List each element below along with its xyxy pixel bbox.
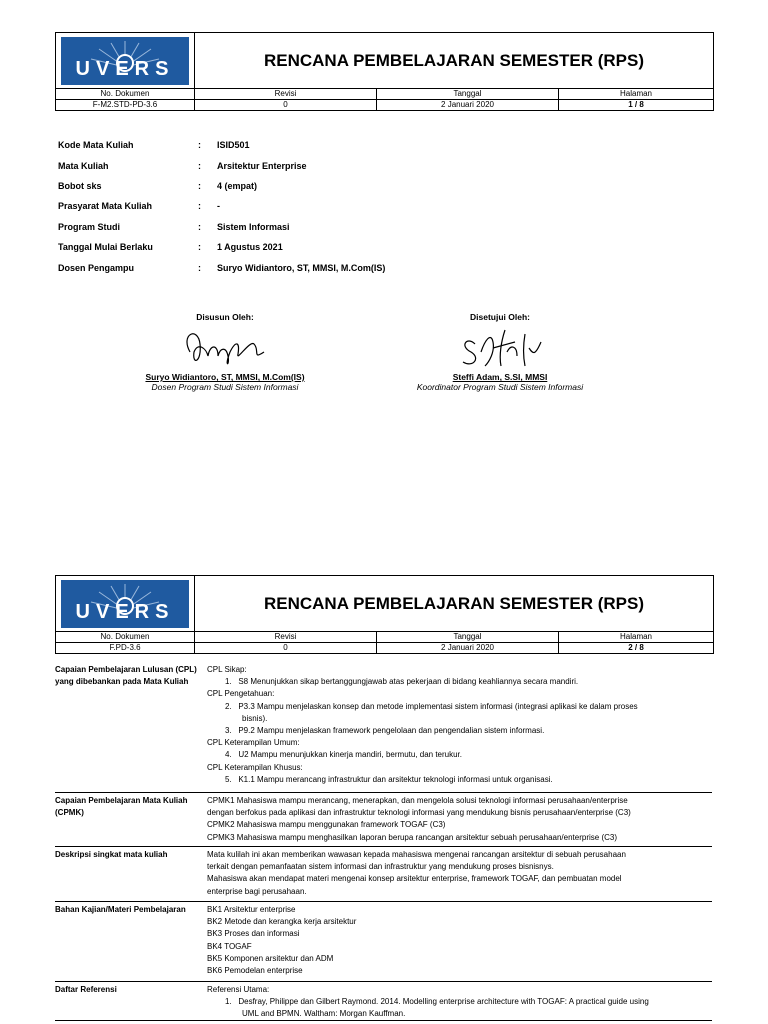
section-content: Referensi Utama: 1. Desfray, Philippe dan Gilbert Raymond. 2014. Modelling enterprise architecture with TOGAF: A practical guide using UML and BPMN. Waltham: Morgan Kauffman. [207, 985, 649, 1019]
section-cpl [55, 662, 712, 786]
value-no-dokumen: F.PD-3.6 [56, 643, 195, 653]
signature-drawing [170, 322, 280, 370]
value-no-dokumen: F-M2.STD-PD-3.6 [56, 100, 195, 110]
svg-text:UVERS: UVERS [75, 600, 175, 623]
label-no-dokumen: No. Dokumen [56, 632, 195, 642]
value-halaman: 2 / 8 [628, 643, 644, 652]
section-label: Deskripsi singkat mata kuliah [55, 850, 168, 859]
label-revisi: Revisi [195, 632, 377, 642]
value-tanggal: 2 Januari 2020 [377, 643, 559, 653]
course-info [58, 135, 385, 278]
value-revisi: 0 [195, 643, 377, 653]
info-row: Tanggal Mulai Berlaku : 1 Agustus 2021 [58, 242, 283, 253]
section-bahan-kajian [55, 901, 712, 977]
section-content: BK1 Arsitektur enterprise BK2 Metode dan kerangka kerja arsitektur BK3 Proses dan informasi BK4 TOGAF BK5 Komponen arsitektur dan ADM BK6 Pemodelan enterprise [207, 905, 357, 976]
svg-text:UVERS: UVERS [75, 57, 175, 80]
value-revisi: 0 [195, 100, 377, 110]
label-tanggal: Tanggal [377, 89, 559, 99]
signer-name: Steffi Adam, S.SI, MMSI [452, 372, 548, 382]
label-halaman: Halaman [619, 632, 652, 641]
section-label: Bahan Kajian/Materi Pembelajaran [55, 905, 186, 914]
signature-drawing [445, 322, 555, 370]
bottom-rule [55, 1020, 712, 1021]
label-tanggal: Tanggal [377, 632, 559, 642]
section-label: Daftar Referensi [55, 985, 117, 994]
document-title: RENCANA PEMBELAJARAN SEMESTER (RPS) [263, 50, 644, 70]
value-tanggal: 2 Januari 2020 [377, 100, 559, 110]
value-halaman: 1 / 8 [628, 100, 644, 109]
signer-role: Koordinator Program Studi Sistem Informasi [416, 382, 584, 392]
info-row: Program Studi : Sistem Informasi [58, 221, 290, 232]
label-revisi: Revisi [195, 89, 377, 99]
info-row: Bobot sks : 4 (empat) [58, 180, 258, 191]
section-deskripsi [55, 846, 712, 898]
info-row: Mata Kuliah : Arsitektur Enterprise [58, 160, 307, 171]
section-cpmk [55, 792, 712, 844]
section-content: CPMK1 Mahasiswa mampu merancang, menerapkan, dan mengelola solusi teknologi informasi perusahaan/enterprise dengan berfokus pada aplikasi dan infrastruktur teknologi informasi yang mendukung bisnis perusahaan/enterprise (C3) CPMK2 Mahasiswa mampu menggunakan framework TOGAF (C3) CPMK3 Mahasiswa mampu menghasilkan laporan berupa rancangan arsitektur sebuah perusahaan/enterprise (C3) [207, 796, 631, 842]
document-title: RENCANA PEMBELAJARAN SEMESTER (RPS) [263, 593, 644, 613]
section-content: Mata kulilah ini akan memberikan wawasan kepada mahasiswa mengenai rancangan arsitektur di sebuah perusahaan terkait dengan pemanfaatan sistem informasi dan infrastruktur yang mendukung proses bisnisnys. Mahasiswa akan mendapat materi mengenai konsep arsitektur enterprise, framework TOGAF, dan pembuatan model enterprise bagi perusahaan. [207, 850, 626, 896]
uvers-logo [56, 33, 195, 88]
label-no-dokumen: No. Dokumen [56, 89, 195, 99]
signature-block-author [120, 312, 330, 392]
signature-heading: Disetujui Oleh: [470, 312, 530, 322]
section-label: Capaian Pembelajaran Lulusan (CPL) yang dibebankan pada Mata Kuliah [55, 665, 197, 687]
section-label: Capaian Pembelajaran Mata Kuliah (CPMK) [55, 796, 188, 818]
section-content: CPL Sikap: 1. S8 Menunjukkan sikap bertanggungjawab atas pekerjaan di bidang keahliannya secara mandiri. CPL Pengetahuan: 2. P3.3 Mampu menjelaskan konsep dan metode implementasi sistem informasi (integrasi aplikasi ke dalam proses bisnis). 3. P9.2 Mampu menjelaskan framework pengelolaan dan pengendalian sistem informasi. CPL Keterampilan Umum: 4. U2 Mampu menunjukkan kinerja mandiri, bermutu, dan terukur. CPL Keterampilan Khusus: 5. K1.1 Mampu merancang infrastruktur dan arsitektur teknologi informasi untuk organisasi. [207, 665, 638, 784]
signature-heading: Disusun Oleh: [196, 312, 254, 322]
document-header-page-1 [55, 32, 714, 111]
uvers-logo [56, 576, 195, 631]
document-header-page-2 [55, 575, 714, 654]
info-row: Kode Mata Kuliah : ISID501 [58, 140, 250, 151]
signer-role: Dosen Program Studi Sistem Informasi [151, 382, 299, 392]
section-daftar-referensi [55, 981, 712, 1021]
info-row: Prasyarat Mata Kuliah : - [58, 201, 220, 212]
label-halaman: Halaman [619, 89, 652, 98]
info-row: Dosen Pengampu : Suryo Widiantoro, ST, MMSI, M.Com(IS) [58, 262, 386, 273]
signature-block-approver [395, 312, 605, 392]
signer-name: Suryo Widiantoro, ST, MMSI, M.Com(IS) [145, 372, 305, 382]
